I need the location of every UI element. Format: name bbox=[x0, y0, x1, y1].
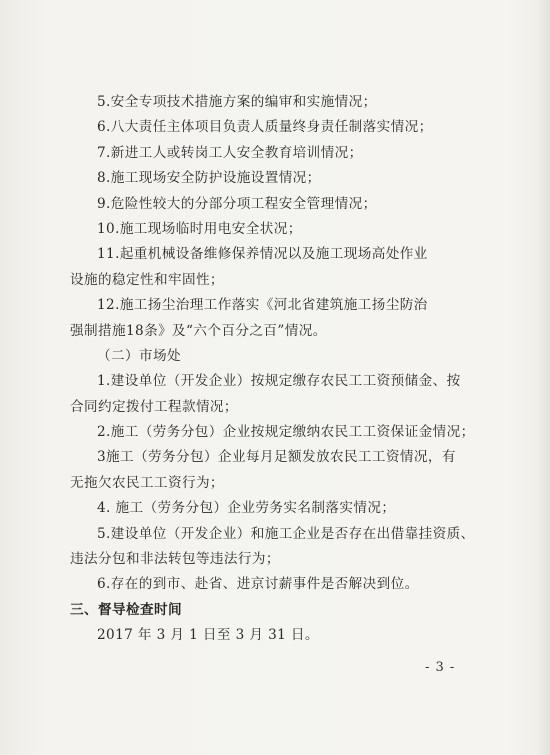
inspection-date-range: 2017 年 3 月 1 日至 3 月 31 日。 bbox=[97, 627, 319, 644]
item-10-temporary-power: 10.施工现场临时用电安全状况； bbox=[97, 220, 302, 237]
item-6-quality-responsibility: 6.八大责任主体项目负责人质量终身责任制落实情况； bbox=[97, 119, 433, 136]
item-8-protection-facilities: 8.施工现场安全防护设施设置情况； bbox=[97, 170, 321, 187]
page-edge-shadow bbox=[536, 0, 550, 755]
market-item-3-continuation: 无拖欠农民工工资行为； bbox=[70, 474, 224, 491]
item-5-safety-plan: 5.安全专项技术措施方案的编审和实施情况； bbox=[97, 94, 377, 110]
market-item-1-continuation: 合同约定拨付工程款情况； bbox=[70, 398, 238, 415]
document-body bbox=[70, 90, 480, 649]
item-12-continuation: 强制措施18条》及“六个百分之百”情况。 bbox=[70, 322, 327, 339]
section-heading-inspection-time: 三、督导检查时间 bbox=[70, 601, 182, 618]
item-9-hazardous-works: 9.危险性较大的分部分项工程安全管理情况； bbox=[97, 195, 377, 212]
market-item-5-continuation: 违法分包和非法转包等违法行为； bbox=[70, 551, 280, 568]
item-11-continuation: 设施的稳定性和牢固性； bbox=[70, 271, 224, 288]
page-number: - 3 - bbox=[425, 660, 456, 675]
market-item-4: 4. 施工（劳务分包）企业劳务实名制落实情况； bbox=[97, 500, 396, 517]
section-market-office: （二）市场处 bbox=[97, 347, 181, 364]
item-12-dust-control: 12.施工扬尘治理工作落实《河北省建筑施工扬尘防治 bbox=[97, 297, 428, 314]
item-7-safety-training: 7.新进工人或转岗工人安全教育培训情况； bbox=[97, 144, 363, 161]
market-item-2: 2.施工（劳务分包）企业按规定缴纳农民工工资保证金情况； bbox=[97, 424, 475, 441]
item-11-lifting-machinery: 11.起重机械设备维修保养情况以及施工现场高处作业 bbox=[97, 246, 428, 263]
market-item-3: 3施工（劳务分包）企业每月足额发放农民工工资情况，有 bbox=[97, 449, 456, 466]
market-item-1: 1.建设单位（开发企业）按规定缴存农民工工资预储金、按 bbox=[97, 373, 461, 390]
market-item-5: 5.建设单位（开发企业）和施工企业是否存在出借靠挂资质、 bbox=[97, 525, 475, 542]
market-item-6: 6.存在的到市、赴省、进京讨薪事件是否解决到位。 bbox=[97, 576, 419, 593]
